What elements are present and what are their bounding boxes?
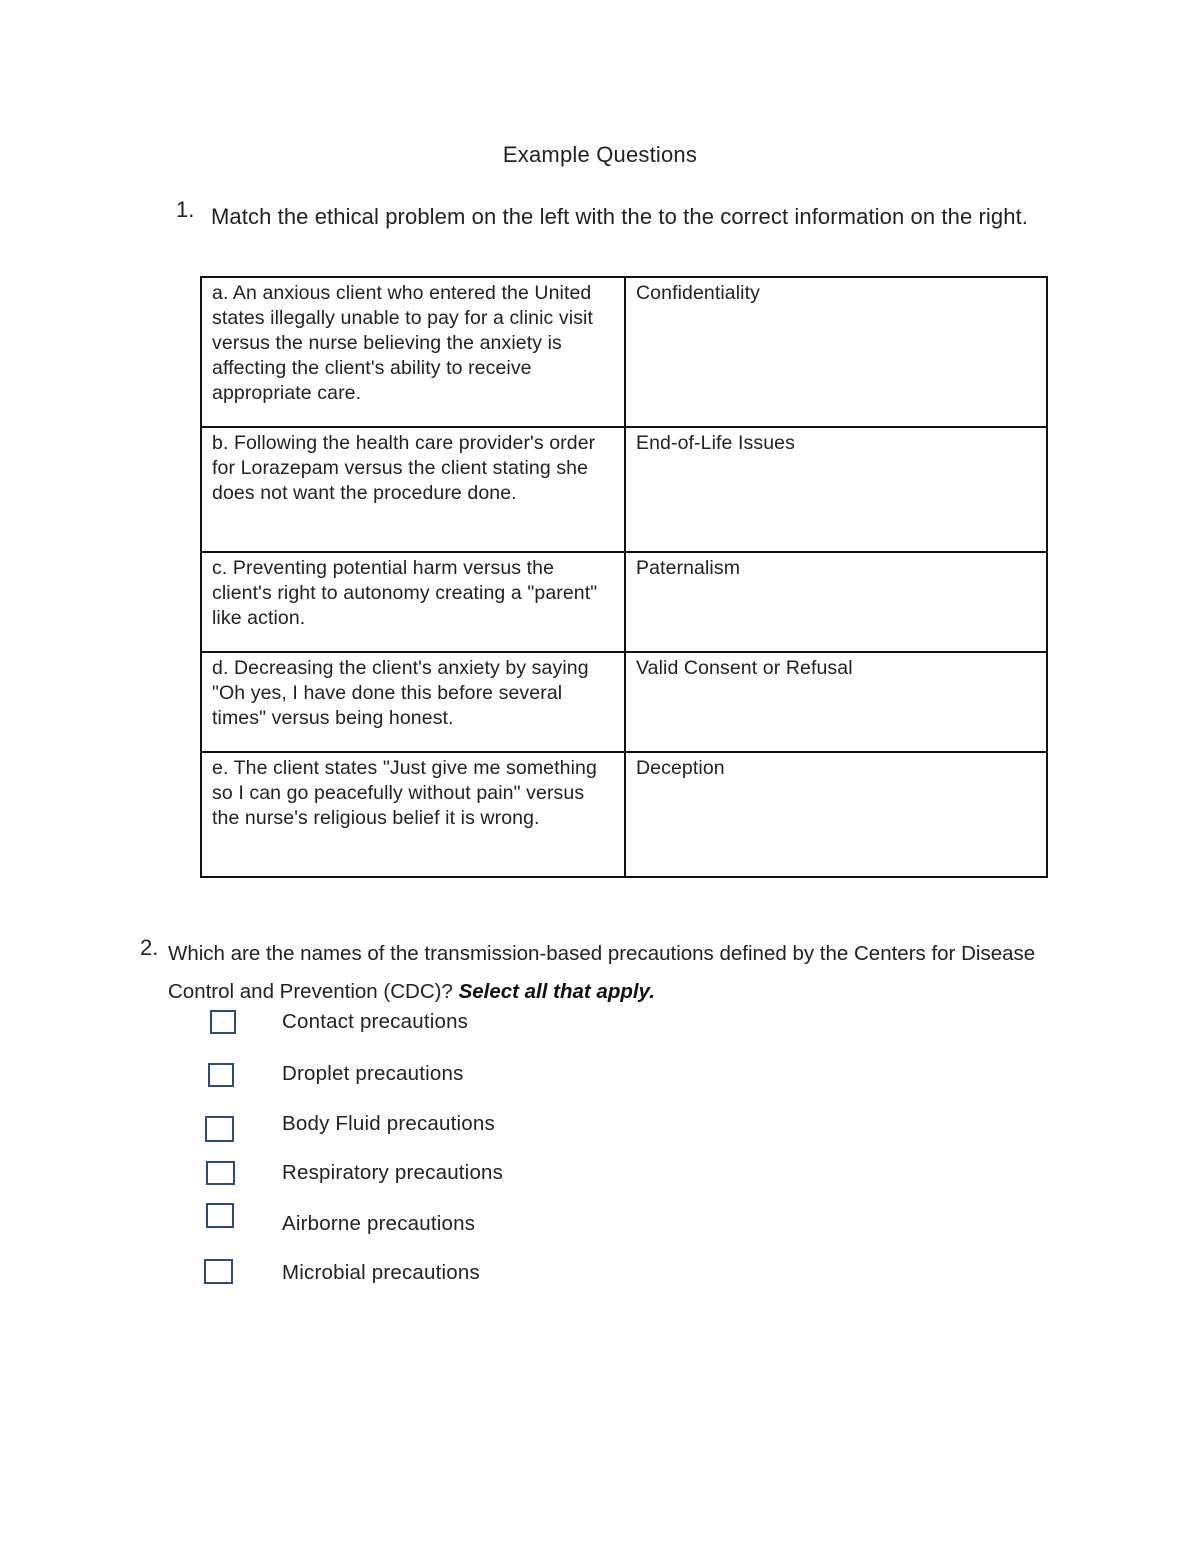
option-body-fluid[interactable] bbox=[200, 1112, 800, 1142]
info-cell: Deception bbox=[625, 752, 1047, 877]
option-airborne[interactable] bbox=[200, 1212, 800, 1242]
checkbox-icon[interactable] bbox=[208, 1063, 234, 1087]
table-row bbox=[201, 277, 1047, 427]
option-label: Airborne precautions bbox=[282, 1212, 476, 1235]
table-row bbox=[201, 752, 1047, 877]
question-1-prompt: Match the ethical problem on the left with the to the correct information on the right. bbox=[211, 204, 1029, 229]
question-2-number: 2. bbox=[140, 935, 159, 960]
table-row bbox=[201, 652, 1047, 752]
page-title: Example Questions bbox=[502, 142, 698, 167]
problem-cell: b. Following the health care provider's order for Lorazepam versus the client stating she does not want the procedure done. bbox=[201, 427, 625, 552]
checkbox-icon[interactable] bbox=[206, 1203, 234, 1228]
problem-cell: d. Decreasing the client's anxiety by saying "Oh yes, I have done this before several times" versus being honest. bbox=[201, 652, 625, 752]
problem-cell: a. An anxious client who entered the United states illegally unable to pay for a clinic visit versus the nurse believing the anxiety is affecting the client's ability to receive appropriate care. bbox=[201, 277, 625, 427]
checkbox-icon[interactable] bbox=[204, 1259, 233, 1284]
question-2-prompt bbox=[168, 935, 1068, 1011]
option-label: Droplet precautions bbox=[282, 1062, 464, 1085]
problem-cell: c. Preventing potential harm versus the client's right to autonomy creating a "parent" like action. bbox=[201, 552, 625, 652]
question-1-number: 1. bbox=[176, 197, 195, 222]
info-cell: Valid Consent or Refusal bbox=[625, 652, 1047, 752]
table-row bbox=[201, 427, 1047, 552]
question-2-instruction: Select all that apply. bbox=[458, 980, 655, 1003]
option-contact[interactable] bbox=[200, 1010, 800, 1040]
option-droplet[interactable] bbox=[200, 1062, 800, 1092]
question-2-prompt-text: Which are the names of the transmission-based precautions defined by the Centers for Disease Control and Prevention (CDC)? bbox=[168, 942, 1036, 1003]
info-cell: Confidentiality bbox=[625, 277, 1047, 427]
option-label: Respiratory precautions bbox=[282, 1161, 504, 1184]
option-label: Microbial precautions bbox=[282, 1261, 480, 1284]
option-label: Body Fluid precautions bbox=[282, 1112, 495, 1135]
matching-table bbox=[200, 276, 1048, 878]
checkbox-icon[interactable] bbox=[205, 1116, 234, 1142]
info-cell: Paternalism bbox=[625, 552, 1047, 652]
checkbox-icon[interactable] bbox=[206, 1161, 235, 1185]
option-label: Contact precautions bbox=[282, 1010, 469, 1033]
problem-cell: e. The client states "Just give me something so I can go peacefully without pain" versus the nurse's religious belief it is wrong. bbox=[201, 752, 625, 877]
checkbox-icon[interactable] bbox=[210, 1010, 236, 1034]
option-microbial[interactable] bbox=[200, 1261, 800, 1291]
table-row bbox=[201, 552, 1047, 652]
info-cell: End-of-Life Issues bbox=[625, 427, 1047, 552]
option-respiratory[interactable] bbox=[200, 1161, 800, 1191]
